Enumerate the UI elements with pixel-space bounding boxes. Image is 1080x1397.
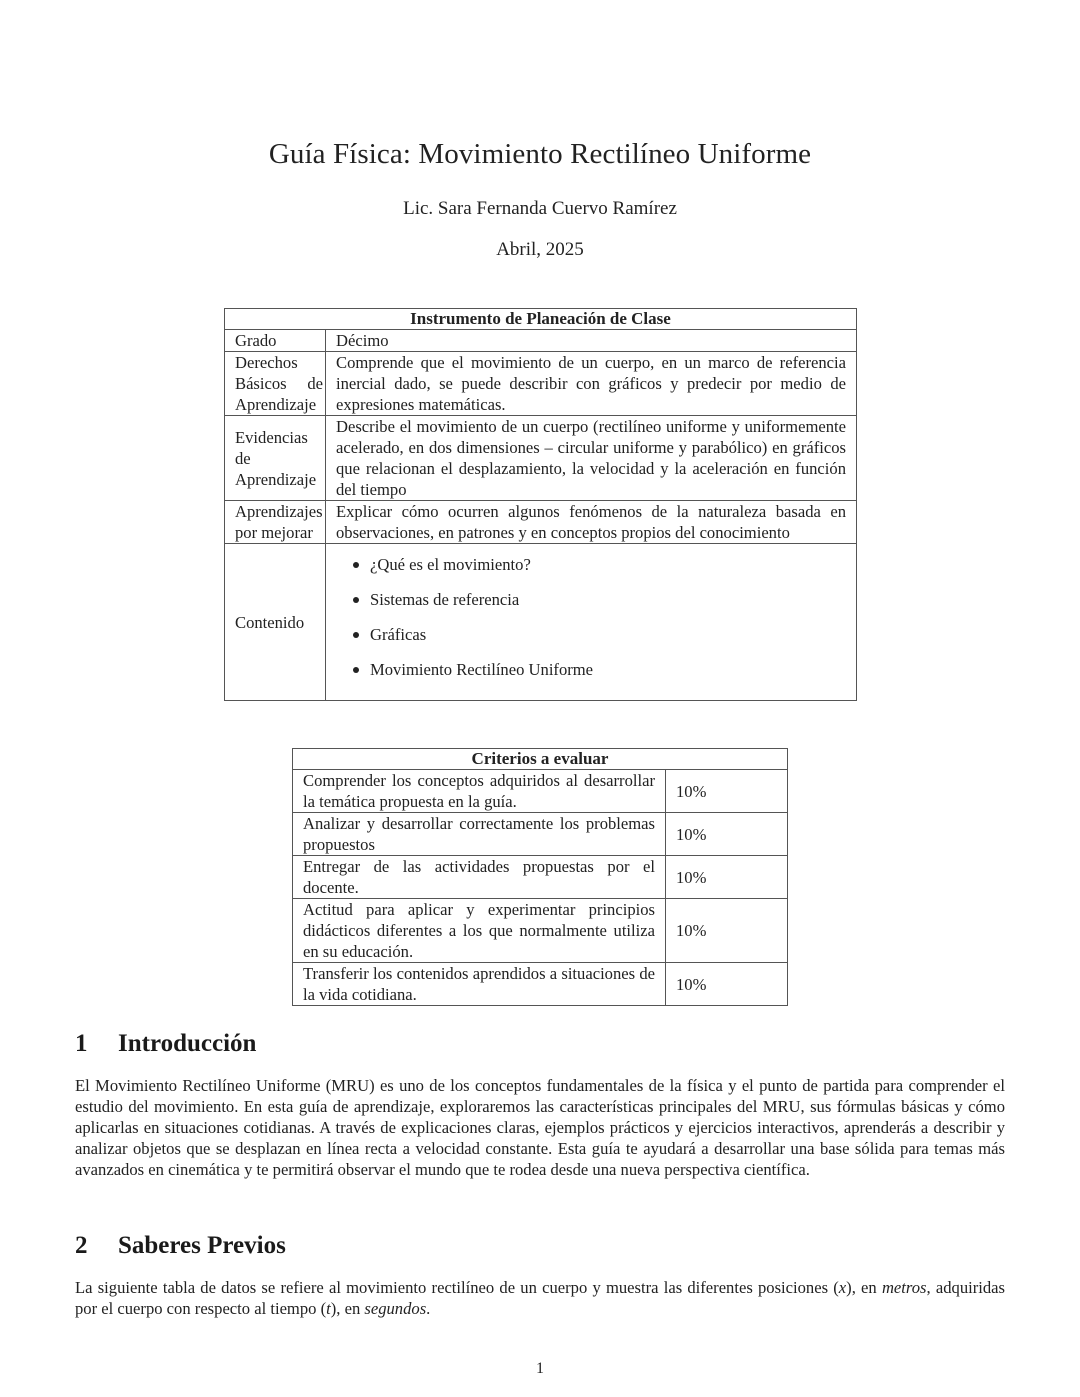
criterion-weight: 10% <box>666 813 788 856</box>
row-value-contenido <box>326 544 857 701</box>
planning-table-header: Instrumento de Planeación de Clase <box>225 309 857 330</box>
row-label-evidencias: Evidencias de Aprendizaje <box>225 416 326 501</box>
criterion-weight: 10% <box>666 899 788 963</box>
row-label-contenido: Contenido <box>225 544 326 701</box>
row-label-aprendizajes: Aprendizajes por mejorar <box>225 501 326 544</box>
section-number: 2 <box>75 1232 88 1259</box>
row-value-aprendizajes: Explicar cómo ocurren algunos fenómenos de la naturaleza basada en observaciones, en patrones y en conceptos propios del conocimiento <box>326 501 857 544</box>
page-number: 1 <box>536 1360 544 1377</box>
section-title: Introducción <box>118 1030 257 1057</box>
criterion-text: Comprender los conceptos adquiridos al desarrollar la temática propuesta en la guía. <box>293 770 666 813</box>
intro-paragraph: El Movimiento Rectilíneo Uniforme (MRU) es uno de los conceptos fundamentales de la física y el punto de partida para comprender el estudio del movimiento. En esta guía de aprendizaje, exploraremos las características principales del MRU, sus fórmulas básicas y cómo aplicarlas en situaciones cotidianas. A través de explicaciones claras, ejemplos prácticos y ejercicios interactivos, aprenderás a describir y analizar objetos que se desplazan en línea recta a velocidad constante. Esta guía te ayudará a desarrollar una base sólida para temas más avanzados en cinemática y te permitirá observar el mundo que te rodea desde una nueva perspectiva científica. <box>75 1076 1005 1179</box>
planning-table <box>224 308 857 701</box>
bullet-icon <box>353 597 359 603</box>
list-item: Gráficas <box>370 624 846 645</box>
table-row <box>225 544 857 701</box>
table-row <box>225 352 857 416</box>
criterion-text: Analizar y desarrollar correctamente los problemas propuestos <box>293 813 666 856</box>
row-value-dba: Comprende que el movimiento de un cuerpo, en un marco de referencia inercial dado, se puede describir con gráficos y predecir por medio de expresiones matemáticas. <box>326 352 857 416</box>
table-row <box>293 899 788 963</box>
criterion-text: Entregar de las actividades propuestas por el docente. <box>293 856 666 899</box>
content-list <box>336 554 846 680</box>
criterion-weight: 10% <box>666 770 788 813</box>
document-title: Guía Física: Movimiento Rectilíneo Uniforme <box>268 138 812 170</box>
row-label-grado: Grado <box>225 330 326 352</box>
row-value-grado: Décimo <box>326 330 857 352</box>
unit-segundos: segundos <box>364 1299 427 1318</box>
variable-t: t <box>326 1299 331 1318</box>
criterion-text: Actitud para aplicar y experimentar principios didácticos diferentes a los que normalmente utiliza en su educación. <box>293 899 666 963</box>
section-heading-introduccion <box>75 1030 256 1058</box>
list-item: Sistemas de referencia <box>370 589 846 610</box>
table-row <box>293 770 788 813</box>
section-heading-saberes-previos <box>75 1232 286 1260</box>
criterion-weight: 10% <box>666 856 788 899</box>
bullet-icon <box>353 667 359 673</box>
row-value-evidencias: Describe el movimiento de un cuerpo (rectilíneo uniforme y uniformemente acelerado, en dos dimensiones – circular uniforme y parabólico) en gráficos que relacionan el desplazamiento, la velocidad y la aceleración en función del tiempo <box>326 416 857 501</box>
section-number: 1 <box>75 1030 88 1057</box>
criterion-text: Transferir los contenidos aprendidos a situaciones de la vida cotidiana. <box>293 963 666 1006</box>
saberes-previos-paragraph: La siguiente tabla de datos se refiere al movimiento rectilíneo de un cuerpo y muestra las diferentes posiciones (x), en metros, adquiridas por el cuerpo con respecto al tiempo (t), en segundos. <box>75 1278 1005 1318</box>
variable-x: x <box>838 1278 847 1297</box>
table-row <box>225 501 857 544</box>
table-row <box>225 330 857 352</box>
list-item: ¿Qué es el movimiento? <box>370 554 846 575</box>
criteria-table <box>292 748 788 1006</box>
criteria-table-header: Criterios a evaluar <box>293 749 788 770</box>
criteria-table-header-row <box>293 749 788 770</box>
list-item: Movimiento Rectilíneo Uniforme <box>370 659 846 680</box>
bullet-icon <box>353 632 359 638</box>
section-title: Saberes Previos <box>118 1232 286 1259</box>
bullet-icon <box>353 562 359 568</box>
criterion-weight: 10% <box>666 963 788 1006</box>
table-row <box>293 813 788 856</box>
row-label-dba: Derechos Básicos de Aprendizaje <box>225 352 326 416</box>
document-date: Abril, 2025 <box>496 239 584 260</box>
table-row <box>225 416 857 501</box>
document-author: Lic. Sara Fernanda Cuervo Ramírez <box>403 198 677 219</box>
table-row <box>293 856 788 899</box>
unit-metros: metros <box>881 1278 927 1297</box>
planning-table-header-row <box>225 309 857 330</box>
table-row <box>293 963 788 1006</box>
